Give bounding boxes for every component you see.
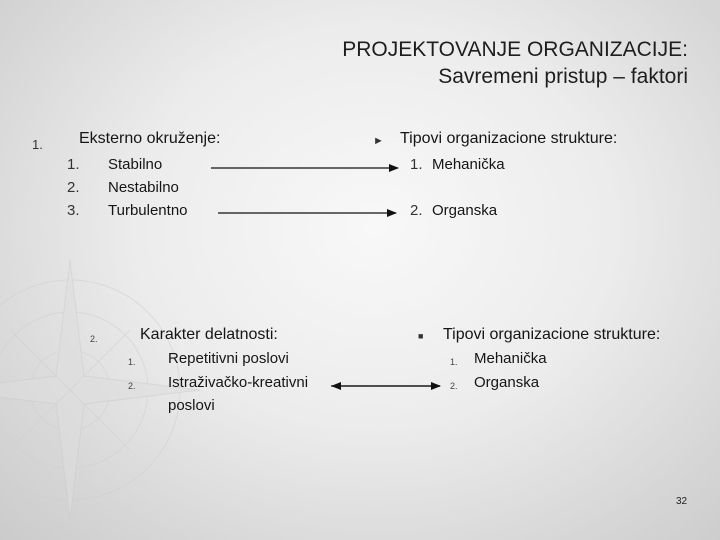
section2-right-heading: Tipovi organizacione strukture: (443, 326, 661, 343)
section1-right-heading: Tipovi organizacione strukture: (400, 130, 618, 147)
section2-number: 2. (90, 334, 98, 344)
section2-item-istrazivacko: Istraživačko-kreativni (168, 374, 309, 391)
section1-item-num: 2. (67, 179, 80, 196)
section1-item-turbulentno: Turbulentno (108, 202, 188, 219)
section2-heading: Karakter delatnosti: (140, 326, 278, 343)
section1-number: 1. (32, 137, 43, 152)
section1-item-nestabilno: Nestabilno (108, 179, 179, 196)
title-line-1: PROJEKTOVANJE ORGANIZACIJE: (342, 38, 688, 61)
section1-item-stabilno: Stabilno (108, 156, 163, 173)
section2-right-item-num: 1. (450, 357, 458, 367)
section1-right-item-organska: Organska (432, 202, 498, 219)
section2-item-poslovi: poslovi (168, 397, 215, 414)
section1-item-num: 1. (67, 156, 80, 173)
title-line-2: Savremeni pristup – faktori (438, 65, 688, 88)
section1-heading: Eksterno okruženje: (79, 130, 221, 147)
page-number: 32 (676, 496, 688, 507)
section2-right-item-organska: Organska (474, 374, 540, 391)
section2-item-repetitivni: Repetitivni poslovi (168, 350, 289, 367)
section1-right-item-mehanicka: Mehanička (432, 156, 505, 173)
section1-item-num: 3. (67, 202, 80, 219)
section2-item-num: 1. (128, 357, 136, 367)
section2-right-bullet-icon: ■ (418, 331, 424, 341)
section2-right-item-num: 2. (450, 381, 458, 391)
section1-right-item-num: 2. (410, 202, 423, 219)
section2-item-num: 2. (128, 381, 136, 391)
section2-right-item-mehanicka: Mehanička (474, 350, 547, 367)
section1-right-bullet-icon: ► (373, 135, 384, 147)
section1-right-item-num: 1. (410, 156, 423, 173)
